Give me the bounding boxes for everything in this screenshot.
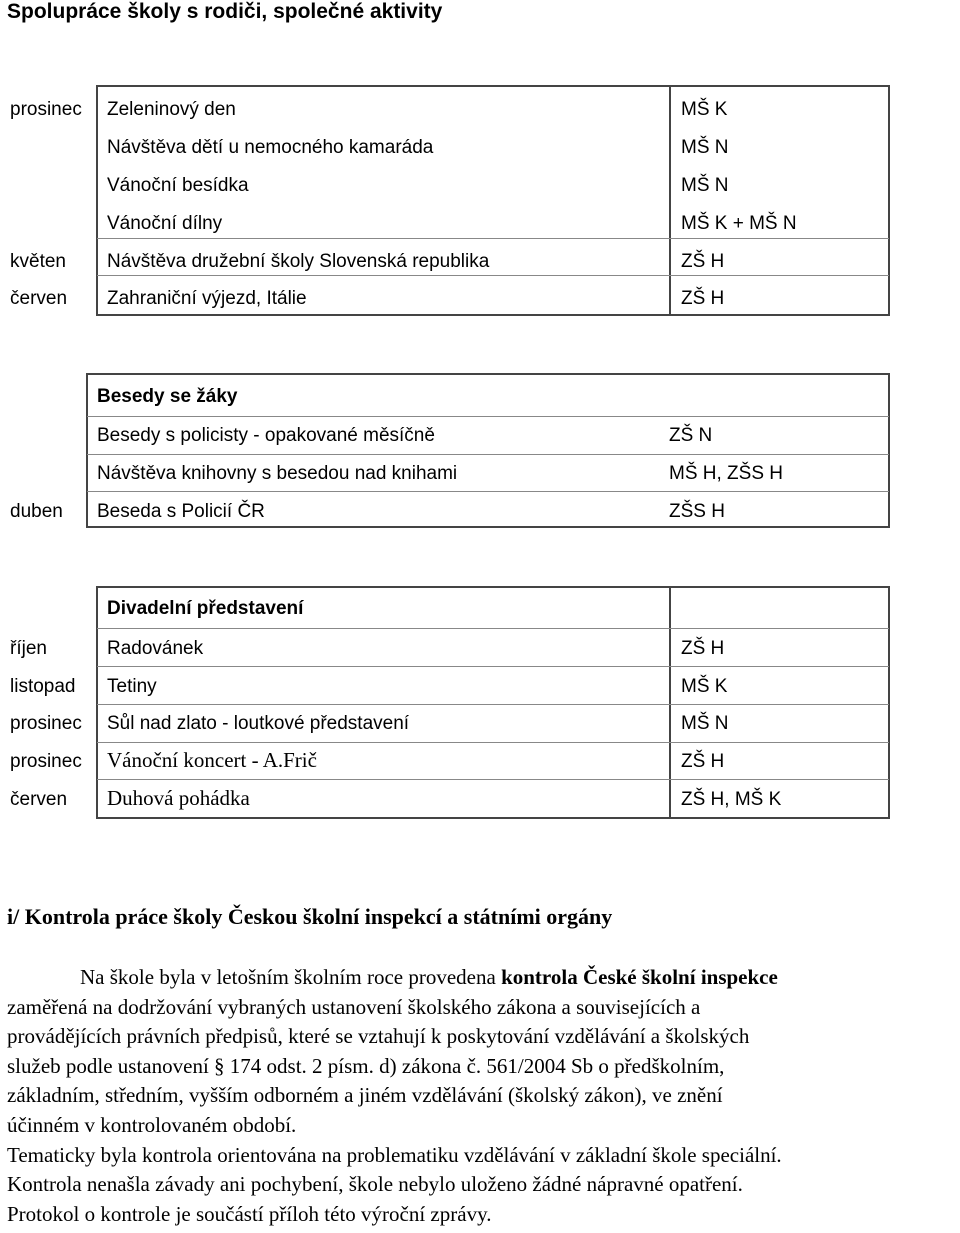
- inspection-paragraph: [7, 963, 957, 1229]
- table-row: [0, 493, 960, 530]
- month-cell: červen: [10, 789, 68, 810]
- table-row: [0, 743, 960, 780]
- activity-cell: Zahraniční výjezd, Itálie: [107, 288, 307, 309]
- school-cell: ZŠ H: [681, 251, 725, 272]
- month-cell: prosinec: [10, 713, 82, 734]
- inspection-highlight: kontrola České školní inspekce: [501, 965, 778, 989]
- paragraph-line: služeb podle ustanovení § 174 odst. 2 písm. d) zákona č. 561/2004 Sb o předškolním,: [7, 1053, 725, 1078]
- activity-cell: Návštěva družební školy Slovenská republika: [107, 251, 490, 272]
- month-cell: květen: [10, 251, 66, 272]
- activity-cell: Návštěva dětí u nemocného kamaráda: [107, 137, 434, 158]
- paragraph-line: [7, 963, 957, 993]
- month-cell: říjen: [10, 638, 47, 659]
- paragraph-line: provádějících právních předpisů, které se vztahují k poskytování vzdělávání a školských: [7, 1024, 750, 1049]
- activity-cell: Vánoční koncert - A.Frič: [107, 748, 317, 772]
- activity-cell: Radovánek: [107, 638, 204, 659]
- table-row: [0, 243, 960, 280]
- table-row: [0, 205, 960, 242]
- paragraph-line: základním, středním, vyšším odborném a jiném vzdělávání (školský zákon), ve znění: [7, 1083, 723, 1108]
- table-row: [0, 167, 960, 204]
- table-row: [0, 781, 960, 818]
- table-row: [0, 280, 960, 317]
- table-row: [0, 455, 960, 492]
- school-cell: ZŠ H: [681, 638, 725, 659]
- school-cell: ZŠ H: [681, 751, 725, 772]
- paragraph-start: Na škole byla v letošním školním roce provedena: [80, 965, 502, 989]
- school-cell: MŠ K: [681, 676, 728, 697]
- table-row: [0, 630, 960, 667]
- month-cell: listopad: [10, 676, 76, 697]
- school-cell: ZŠS H: [669, 501, 725, 522]
- table-row: [0, 417, 960, 454]
- activity-cell: Zeleninový den: [107, 99, 236, 120]
- activity-cell: Tetiny: [107, 676, 157, 697]
- table-row: [0, 129, 960, 166]
- activity-cell: Beseda s Policií ČR: [97, 501, 265, 522]
- school-cell: MŠ K + MŠ N: [681, 213, 797, 234]
- month-cell: prosinec: [10, 751, 82, 772]
- activity-cell: Besedy s policisty - opakované měsíčně: [97, 425, 435, 446]
- activity-cell: Sůl nad zlato - loutkové představení: [107, 713, 410, 734]
- activity-cell: Vánoční dílny: [107, 213, 223, 234]
- month-cell: prosinec: [10, 99, 82, 120]
- paragraph-line: účinném v kontrolovaném období.: [7, 1112, 297, 1137]
- table-row: [0, 91, 960, 128]
- school-cell: ZŠ H: [681, 288, 725, 309]
- school-cell: MŠ N: [681, 175, 729, 196]
- activity-cell: Vánoční besídka: [107, 175, 249, 196]
- activity-cell: Návštěva knihovny s besedou nad knihami: [97, 463, 458, 484]
- discussions-title: Besedy se žáky: [97, 386, 238, 407]
- school-cell: ZŠ N: [669, 425, 713, 446]
- paragraph-line: Kontrola nenašla závady ani pochybení, škole nebylo uloženo žádné nápravné opatření.: [7, 1172, 743, 1197]
- page-heading: Spolupráce školy s rodiči, společné aktivity: [7, 0, 443, 23]
- school-cell: ZŠ H, MŠ K: [681, 789, 782, 810]
- school-cell: MŠ H, ZŠS H: [669, 463, 784, 484]
- school-cell: MŠ N: [681, 137, 729, 158]
- table-row: [0, 668, 960, 705]
- paragraph-line: Protokol o kontrole je součástí příloh této výroční zprávy.: [7, 1201, 492, 1226]
- school-cell: MŠ N: [681, 713, 729, 734]
- theatre-title: Divadelní představení: [107, 598, 304, 619]
- activity-cell: Duhová pohádka: [107, 786, 250, 810]
- paragraph-line: Tematicky byla kontrola orientována na problematiku vzdělávání v základní škole speciální.: [7, 1142, 782, 1167]
- section-title: i/ Kontrola práce školy Českou školní inspekcí a státními orgány: [7, 904, 613, 929]
- month-cell: červen: [10, 288, 68, 309]
- table-row: [0, 705, 960, 742]
- paragraph-line: zaměřená na dodržování vybraných ustanovení školského zákona a souvisejících a: [7, 994, 701, 1019]
- month-cell: duben: [10, 501, 63, 522]
- school-cell: MŠ K: [681, 99, 728, 120]
